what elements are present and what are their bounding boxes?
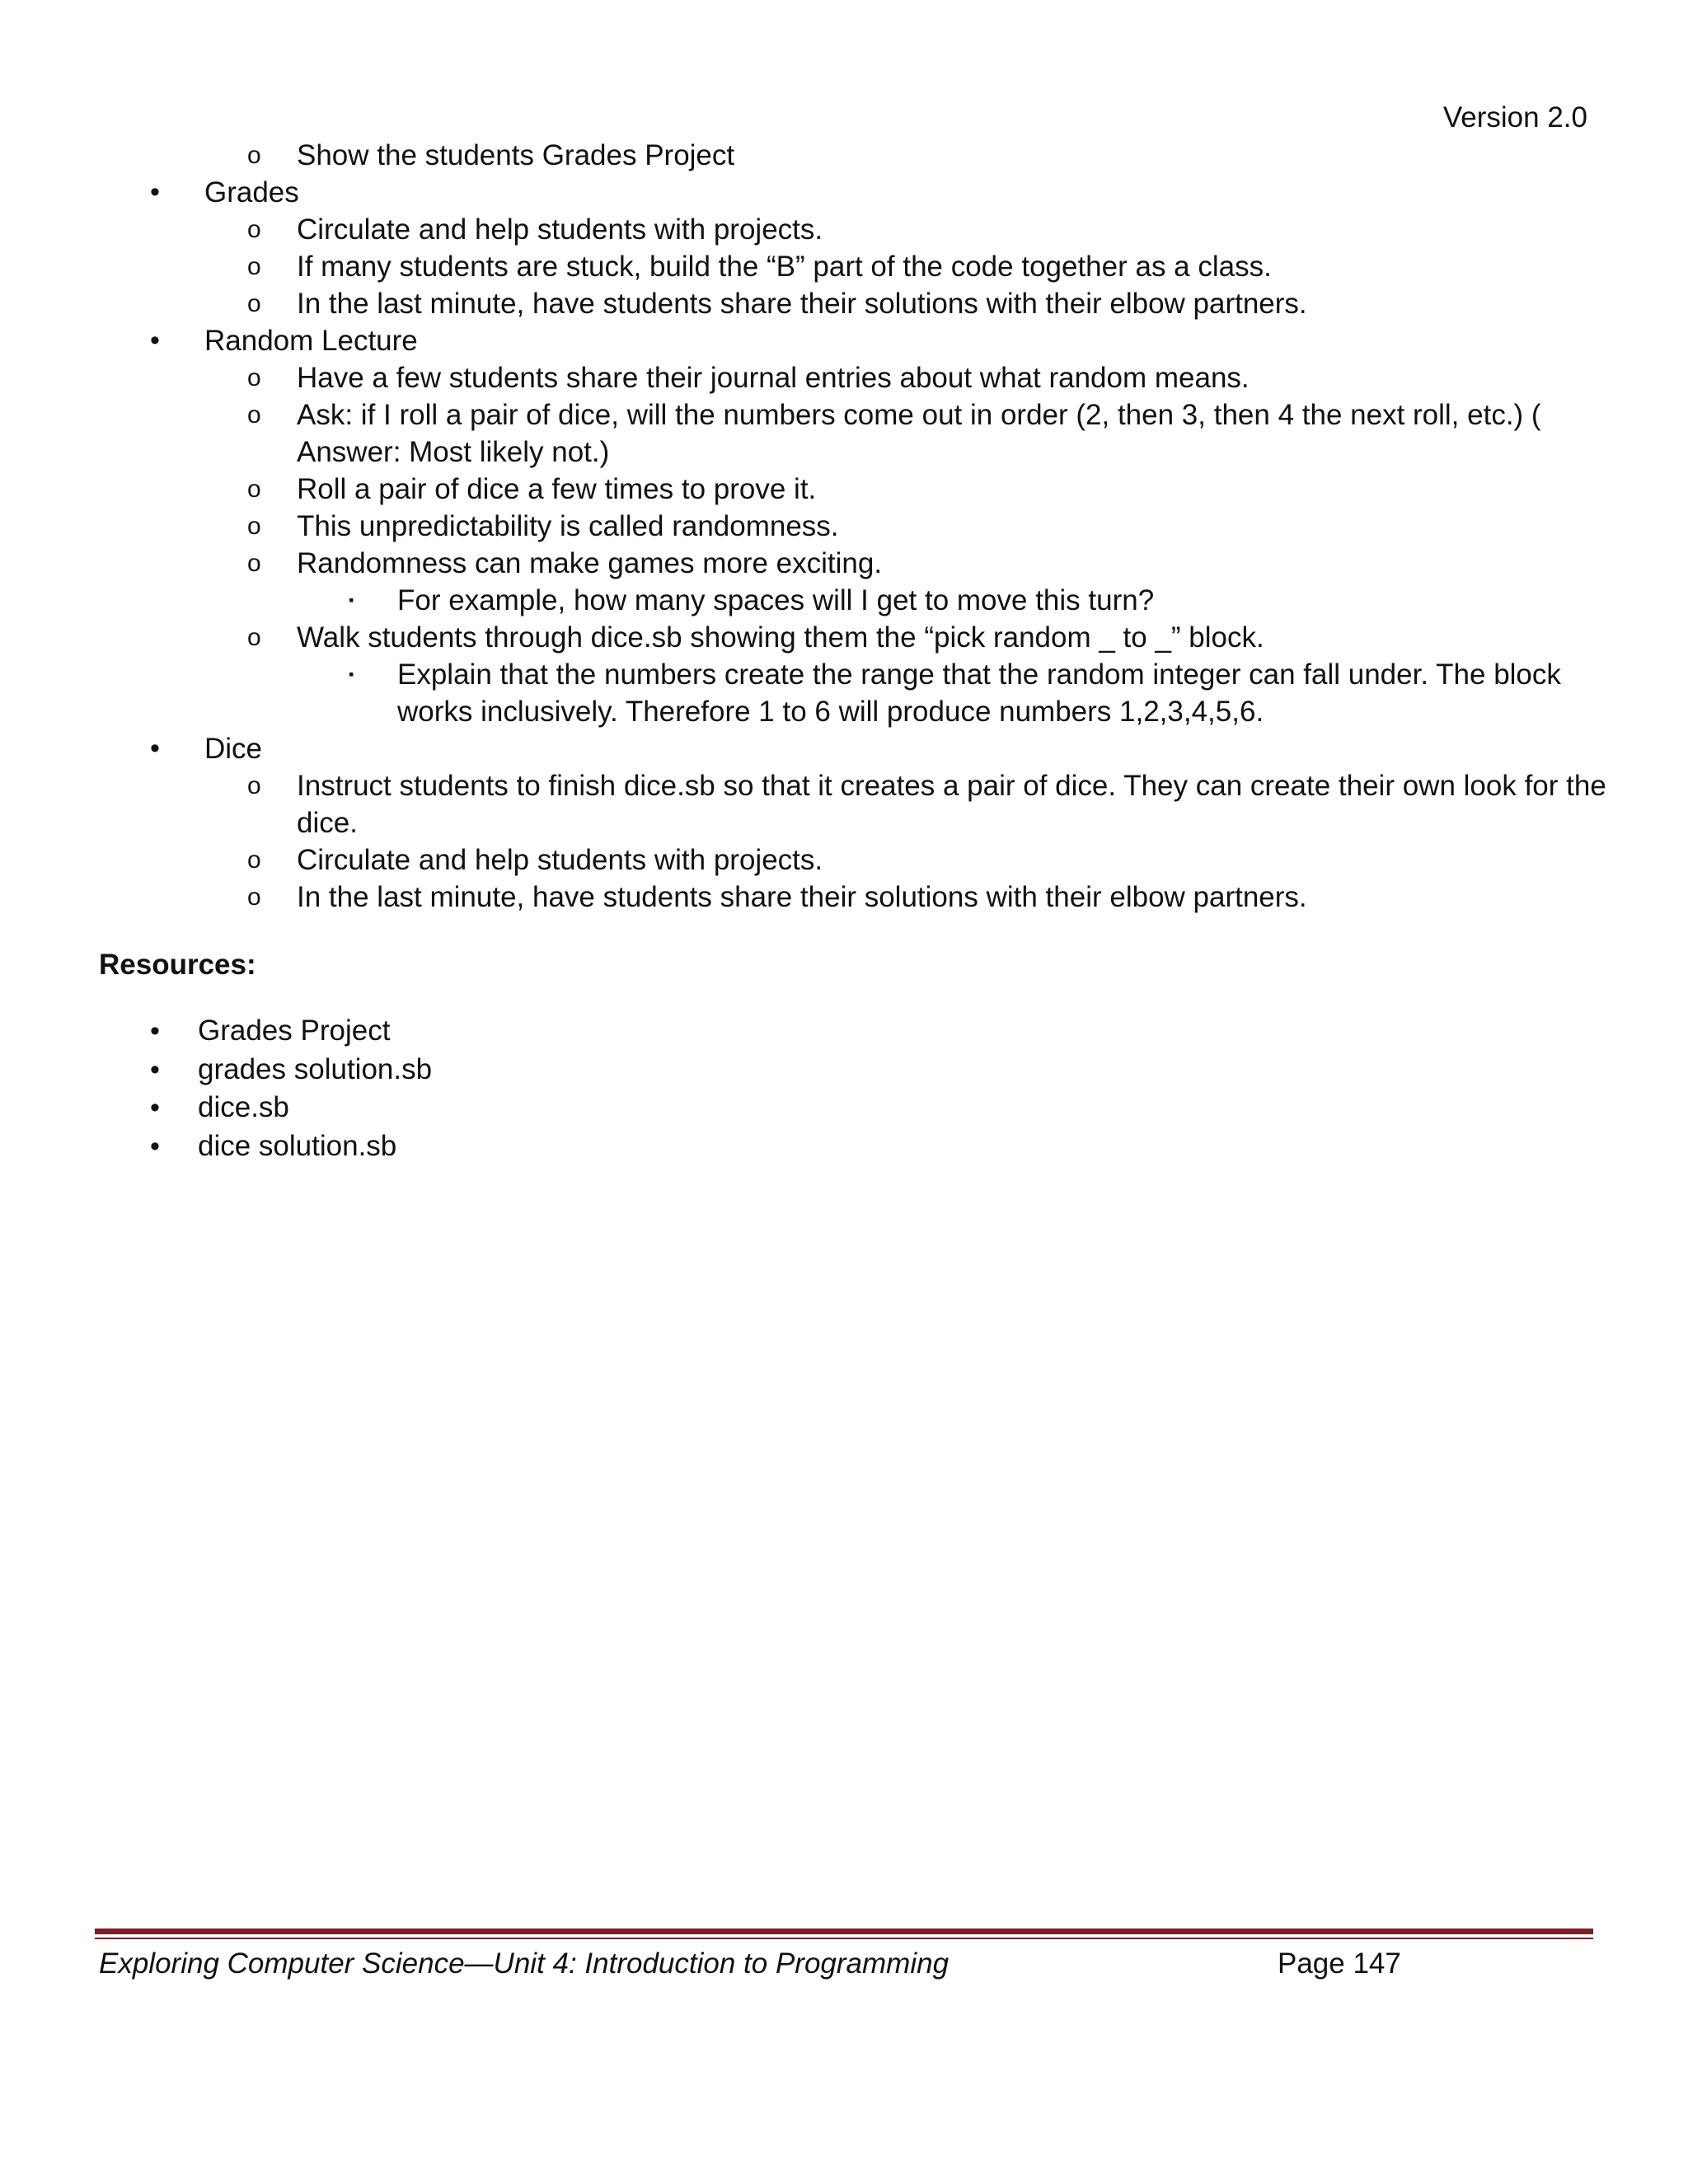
outline-text: Ask: if I roll a pair of dice, will the numbers come out in order (2, then 3, then 4 the next roll, etc.) ( xyxy=(297,399,1541,431)
outline-line xyxy=(0,248,1688,285)
outline-text: Explain that the numbers create the range that the random integer can fall under. The block xyxy=(397,658,1561,691)
bullet-icon: • xyxy=(150,1053,160,1085)
outline-line xyxy=(0,137,1688,174)
outline-text: This unpredictability is called randomness. xyxy=(297,510,839,542)
resource-text: dice solution.sb xyxy=(198,1129,397,1162)
outline-line xyxy=(0,322,1688,359)
bullet-icon: • xyxy=(150,1130,160,1162)
outline-text: Walk students through dice.sb showing them the “pick random _ to _” block. xyxy=(297,621,1264,654)
outline-text: Show the students Grades Project xyxy=(297,139,735,171)
outline-text: dice. xyxy=(297,807,358,839)
footer-rule-thin xyxy=(95,1938,1593,1939)
outline-line xyxy=(0,730,1688,767)
circle-bullet-icon: o xyxy=(247,401,261,429)
circle-bullet-icon: o xyxy=(247,883,261,911)
circle-bullet-icon: o xyxy=(247,253,261,280)
outline-text: Circulate and help students with projects. xyxy=(297,844,823,876)
circle-bullet-icon: o xyxy=(247,364,261,391)
circle-bullet-icon: o xyxy=(247,772,261,799)
lesson-outline xyxy=(0,137,1688,916)
bullet-icon: • xyxy=(150,733,160,764)
circle-bullet-icon: o xyxy=(247,513,261,540)
circle-bullet-icon: o xyxy=(247,216,261,243)
outline-line xyxy=(0,471,1688,508)
outline-line xyxy=(0,508,1688,545)
outline-line xyxy=(0,174,1688,211)
outline-text: Roll a pair of dice a few times to prove it. xyxy=(297,473,817,505)
outline-line xyxy=(0,879,1688,916)
bullet-icon: • xyxy=(150,176,160,208)
footer-rule xyxy=(95,1929,1593,1934)
circle-bullet-icon: o xyxy=(247,550,261,577)
circle-bullet-icon: o xyxy=(247,290,261,317)
resource-item xyxy=(0,1012,1688,1051)
outline-text: Randomness can make games more exciting. xyxy=(297,547,883,579)
outline-line xyxy=(0,359,1688,396)
footer-title: Exploring Computer Science—Unit 4: Introduction to Programming xyxy=(99,1947,950,1980)
version-label: Version 2.0 xyxy=(1442,101,1587,134)
resource-item xyxy=(0,1089,1688,1127)
bullet-icon: • xyxy=(150,1092,160,1123)
resource-item xyxy=(0,1127,1688,1166)
resource-text: dice.sb xyxy=(198,1091,289,1123)
square-bullet-icon: ▪ xyxy=(349,666,354,682)
resources-heading: Resources: xyxy=(99,949,256,981)
outline-text: In the last minute, have students share their solutions with their elbow partners. xyxy=(297,881,1307,913)
page-number: Page 147 xyxy=(1278,1947,1401,1980)
outline-line xyxy=(0,396,1688,434)
outline-text: In the last minute, have students share their solutions with their elbow partners. xyxy=(297,288,1307,320)
outline-line xyxy=(0,804,1688,841)
bullet-icon: • xyxy=(150,1015,160,1047)
outline-line xyxy=(0,693,1688,730)
outline-text: Grades xyxy=(204,176,299,209)
outline-line xyxy=(0,619,1688,656)
resource-text: Grades Project xyxy=(198,1015,391,1047)
resources-list xyxy=(0,1012,1688,1165)
outline-line xyxy=(0,545,1688,582)
outline-text: For example, how many spaces will I get to move this turn? xyxy=(397,584,1155,616)
outline-line xyxy=(0,841,1688,879)
outline-text: Dice xyxy=(204,733,263,765)
outline-line xyxy=(0,582,1688,619)
outline-line xyxy=(0,656,1688,693)
circle-bullet-icon: o xyxy=(247,142,261,169)
square-bullet-icon: ▪ xyxy=(349,592,354,608)
bullet-icon: • xyxy=(150,325,160,356)
outline-line xyxy=(0,434,1688,471)
outline-text: Circulate and help students with projects. xyxy=(297,213,823,246)
outline-text: Have a few students share their journal entries about what random means. xyxy=(297,362,1250,394)
outline-text: Answer: Most likely not.) xyxy=(297,436,610,468)
outline-line xyxy=(0,211,1688,248)
resource-text: grades solution.sb xyxy=(198,1052,433,1085)
circle-bullet-icon: o xyxy=(247,476,261,503)
outline-line xyxy=(0,767,1688,804)
circle-bullet-icon: o xyxy=(247,624,261,651)
outline-line xyxy=(0,285,1688,322)
outline-text: works inclusively. Therefore 1 to 6 will produce numbers 1,2,3,4,5,6. xyxy=(397,696,1264,728)
outline-text: Instruct students to finish dice.sb so that it creates a pair of dice. They can create their own look for the xyxy=(297,770,1606,802)
outline-text: Random Lecture xyxy=(204,325,418,357)
resource-item xyxy=(0,1051,1688,1090)
outline-text: If many students are stuck, build the “B” part of the code together as a class. xyxy=(297,251,1272,283)
circle-bullet-icon: o xyxy=(247,846,261,874)
